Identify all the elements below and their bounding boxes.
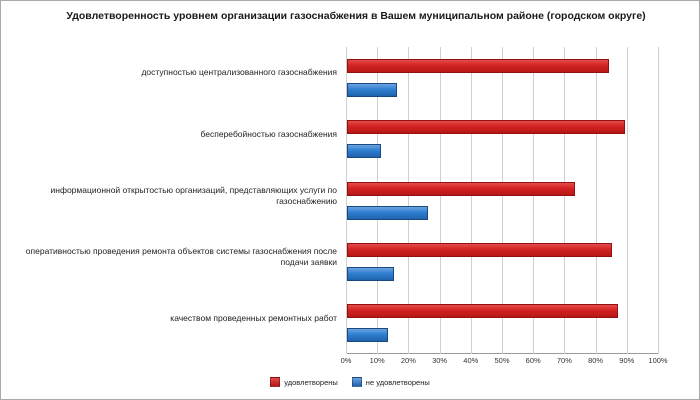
legend-item [352, 377, 430, 387]
bar-satisfied [347, 243, 612, 257]
plot-area [346, 47, 658, 354]
legend-swatch [352, 377, 362, 387]
category-label: оперативностью проведения ремонта объектов системы газоснабжения после подачи заявки [25, 245, 337, 267]
x-tick-label: 100% [648, 356, 668, 365]
bar-satisfied [347, 120, 625, 134]
chart-legend [1, 377, 699, 387]
bar-satisfied [347, 182, 575, 196]
x-tick-label: 40% [463, 356, 479, 365]
bar-satisfied [347, 304, 618, 318]
chart-title: Удовлетворенность уровнем организации газоснабжения в Вашем муниципальном районе (городском округе) [66, 10, 646, 22]
legend-swatch [270, 377, 280, 387]
x-tick-label: 10% [369, 356, 385, 365]
x-tick-label: 60% [525, 356, 541, 365]
x-tick-label: 80% [588, 356, 604, 365]
bar-not-satisfied [347, 328, 388, 342]
x-tick-label: 20% [400, 356, 416, 365]
bar-not-satisfied [347, 144, 381, 158]
legend-label: не удовлетворены [365, 377, 430, 387]
legend-label: удовлетворены [284, 377, 338, 387]
x-tick-label: 90% [619, 356, 635, 365]
bar-satisfied [347, 59, 609, 73]
bar-not-satisfied [347, 206, 428, 220]
x-axis-tick-labels [340, 356, 668, 370]
category-label: качеством проведенных ремонтных работ [170, 312, 337, 323]
bar-not-satisfied [347, 83, 397, 97]
gridline [658, 47, 659, 354]
x-tick-label: 30% [432, 356, 448, 365]
x-tick-label: 50% [494, 356, 510, 365]
legend-item [270, 377, 338, 387]
x-tick-label: 70% [556, 356, 572, 365]
bar-not-satisfied [347, 267, 394, 281]
category-label: бесперебойностью газоснабжения [200, 128, 337, 139]
gridline [627, 47, 628, 354]
category-axis-labels [5, 47, 343, 354]
category-label: информационной открытостью организаций, представляющих услуги по газоснабжению [50, 184, 337, 206]
category-label: доступностью централизованного газоснабжения [141, 67, 337, 78]
x-tick-label: 0% [340, 356, 352, 365]
